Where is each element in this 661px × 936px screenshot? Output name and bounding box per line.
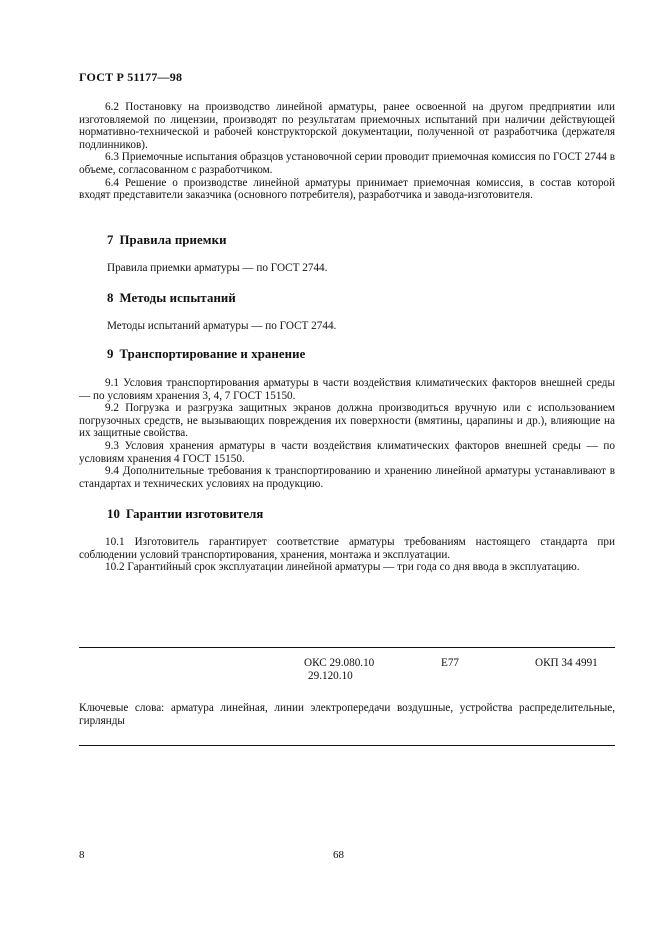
section-7-text: Правила приемки арматуры — по ГОСТ 2744. — [107, 262, 328, 274]
paragraph-9-1: 9.1 Условия транспортирования арматуры в части воздействия климатических факторов внешней среды — по условиям хранения 3, 4, 7 ГОСТ 15150. — [79, 377, 615, 402]
section-10-heading — [107, 507, 263, 522]
section-10-body — [79, 536, 615, 574]
page-number-center: 68 — [333, 849, 344, 861]
section-9-number: 9 — [107, 347, 114, 361]
section-8-text: Методы испытаний арматуры — по ГОСТ 2744. — [107, 320, 337, 332]
paragraph-6-2: 6.2 Постановку на производство линейной арматуры, ранее освоенной на другом предприятии или изготовляемой по лицензии, производят по результатам приемочных испытаний при наличии действующей нормативно-технической и рабочей конструкторской документации, полученной от разработчика (держателя подлинников). — [79, 101, 615, 151]
keywords-line: Ключевые слова: арматура линейная, линии электропередачи воздушные, устройства распределительные, гирлянды — [79, 702, 615, 727]
okc-codes — [304, 657, 374, 682]
section-6-body — [79, 101, 615, 202]
section-9-title: Транспортирование и хранение — [119, 347, 306, 361]
paragraph-9-4: 9.4 Дополнительные требования к транспортированию и хранению линейной арматуры устанавливают в стандартах и технических условиях на продукцию. — [79, 465, 615, 490]
okc-code-secondary: 29.120.10 — [308, 669, 353, 682]
classification-top-rule — [79, 647, 615, 648]
paragraph-6-3: 6.3 Приемочные испытания образцов установочной серии проводит приемочная комиссия по ГОСТ 2744 в объеме, согласованном с разработчиком. — [79, 151, 615, 176]
section-7-heading — [107, 233, 227, 248]
section-8-title: Методы испытаний — [119, 291, 236, 305]
paragraph-10-2: 10.2 Гарантийный срок эксплуатации линейной арматуры — три года со дня ввода в эксплуатацию. — [105, 561, 580, 574]
section-8-number: 8 — [107, 291, 114, 305]
section-8-heading — [107, 291, 236, 306]
section-7-title: Правила приемки — [119, 233, 227, 247]
paragraph-6-4: 6.4 Решение о производстве линейной арматуры принимает приемочная комиссия, в состав которой входят представители заказчика (основного потребителя), разработчика и завода-изготовителя. — [79, 176, 615, 202]
paragraph-9-2: 9.2 Погрузка и разгрузка защитных экранов должна производиться вручную или с использованием погрузочных средств, не вызывающих повреждения их поверхности (вмятины, царапины и др.), влияющие на их защитные свойства. — [79, 402, 615, 440]
okc-code-primary: ОКС 29.080.10 — [304, 657, 375, 669]
page-number-left: 8 — [79, 849, 85, 861]
section-10-title: Гарантии изготовителя — [126, 507, 264, 521]
group-code: Е77 — [441, 657, 460, 669]
section-7-number: 7 — [107, 233, 114, 247]
okp-code: ОКП 34 4991 — [535, 657, 598, 669]
paragraph-10-1: 10.1 Изготовитель гарантирует соответствие арматуры требованиям настоящего стандарта при соблюдении условий транспортирования, хранения, монтажа и эксплуатации. — [79, 536, 615, 561]
keywords-bottom-rule — [79, 745, 615, 746]
section-9-body — [79, 377, 615, 490]
section-9-heading — [107, 347, 305, 362]
paragraph-9-3: 9.3 Условия хранения арматуры в части воздействия климатических факторов внешней среды — по условиям хранения 4 ГОСТ 15150. — [79, 439, 615, 465]
document-id-header: ГОСТ Р 51177—98 — [79, 70, 183, 84]
section-10-number: 10 — [107, 507, 120, 521]
